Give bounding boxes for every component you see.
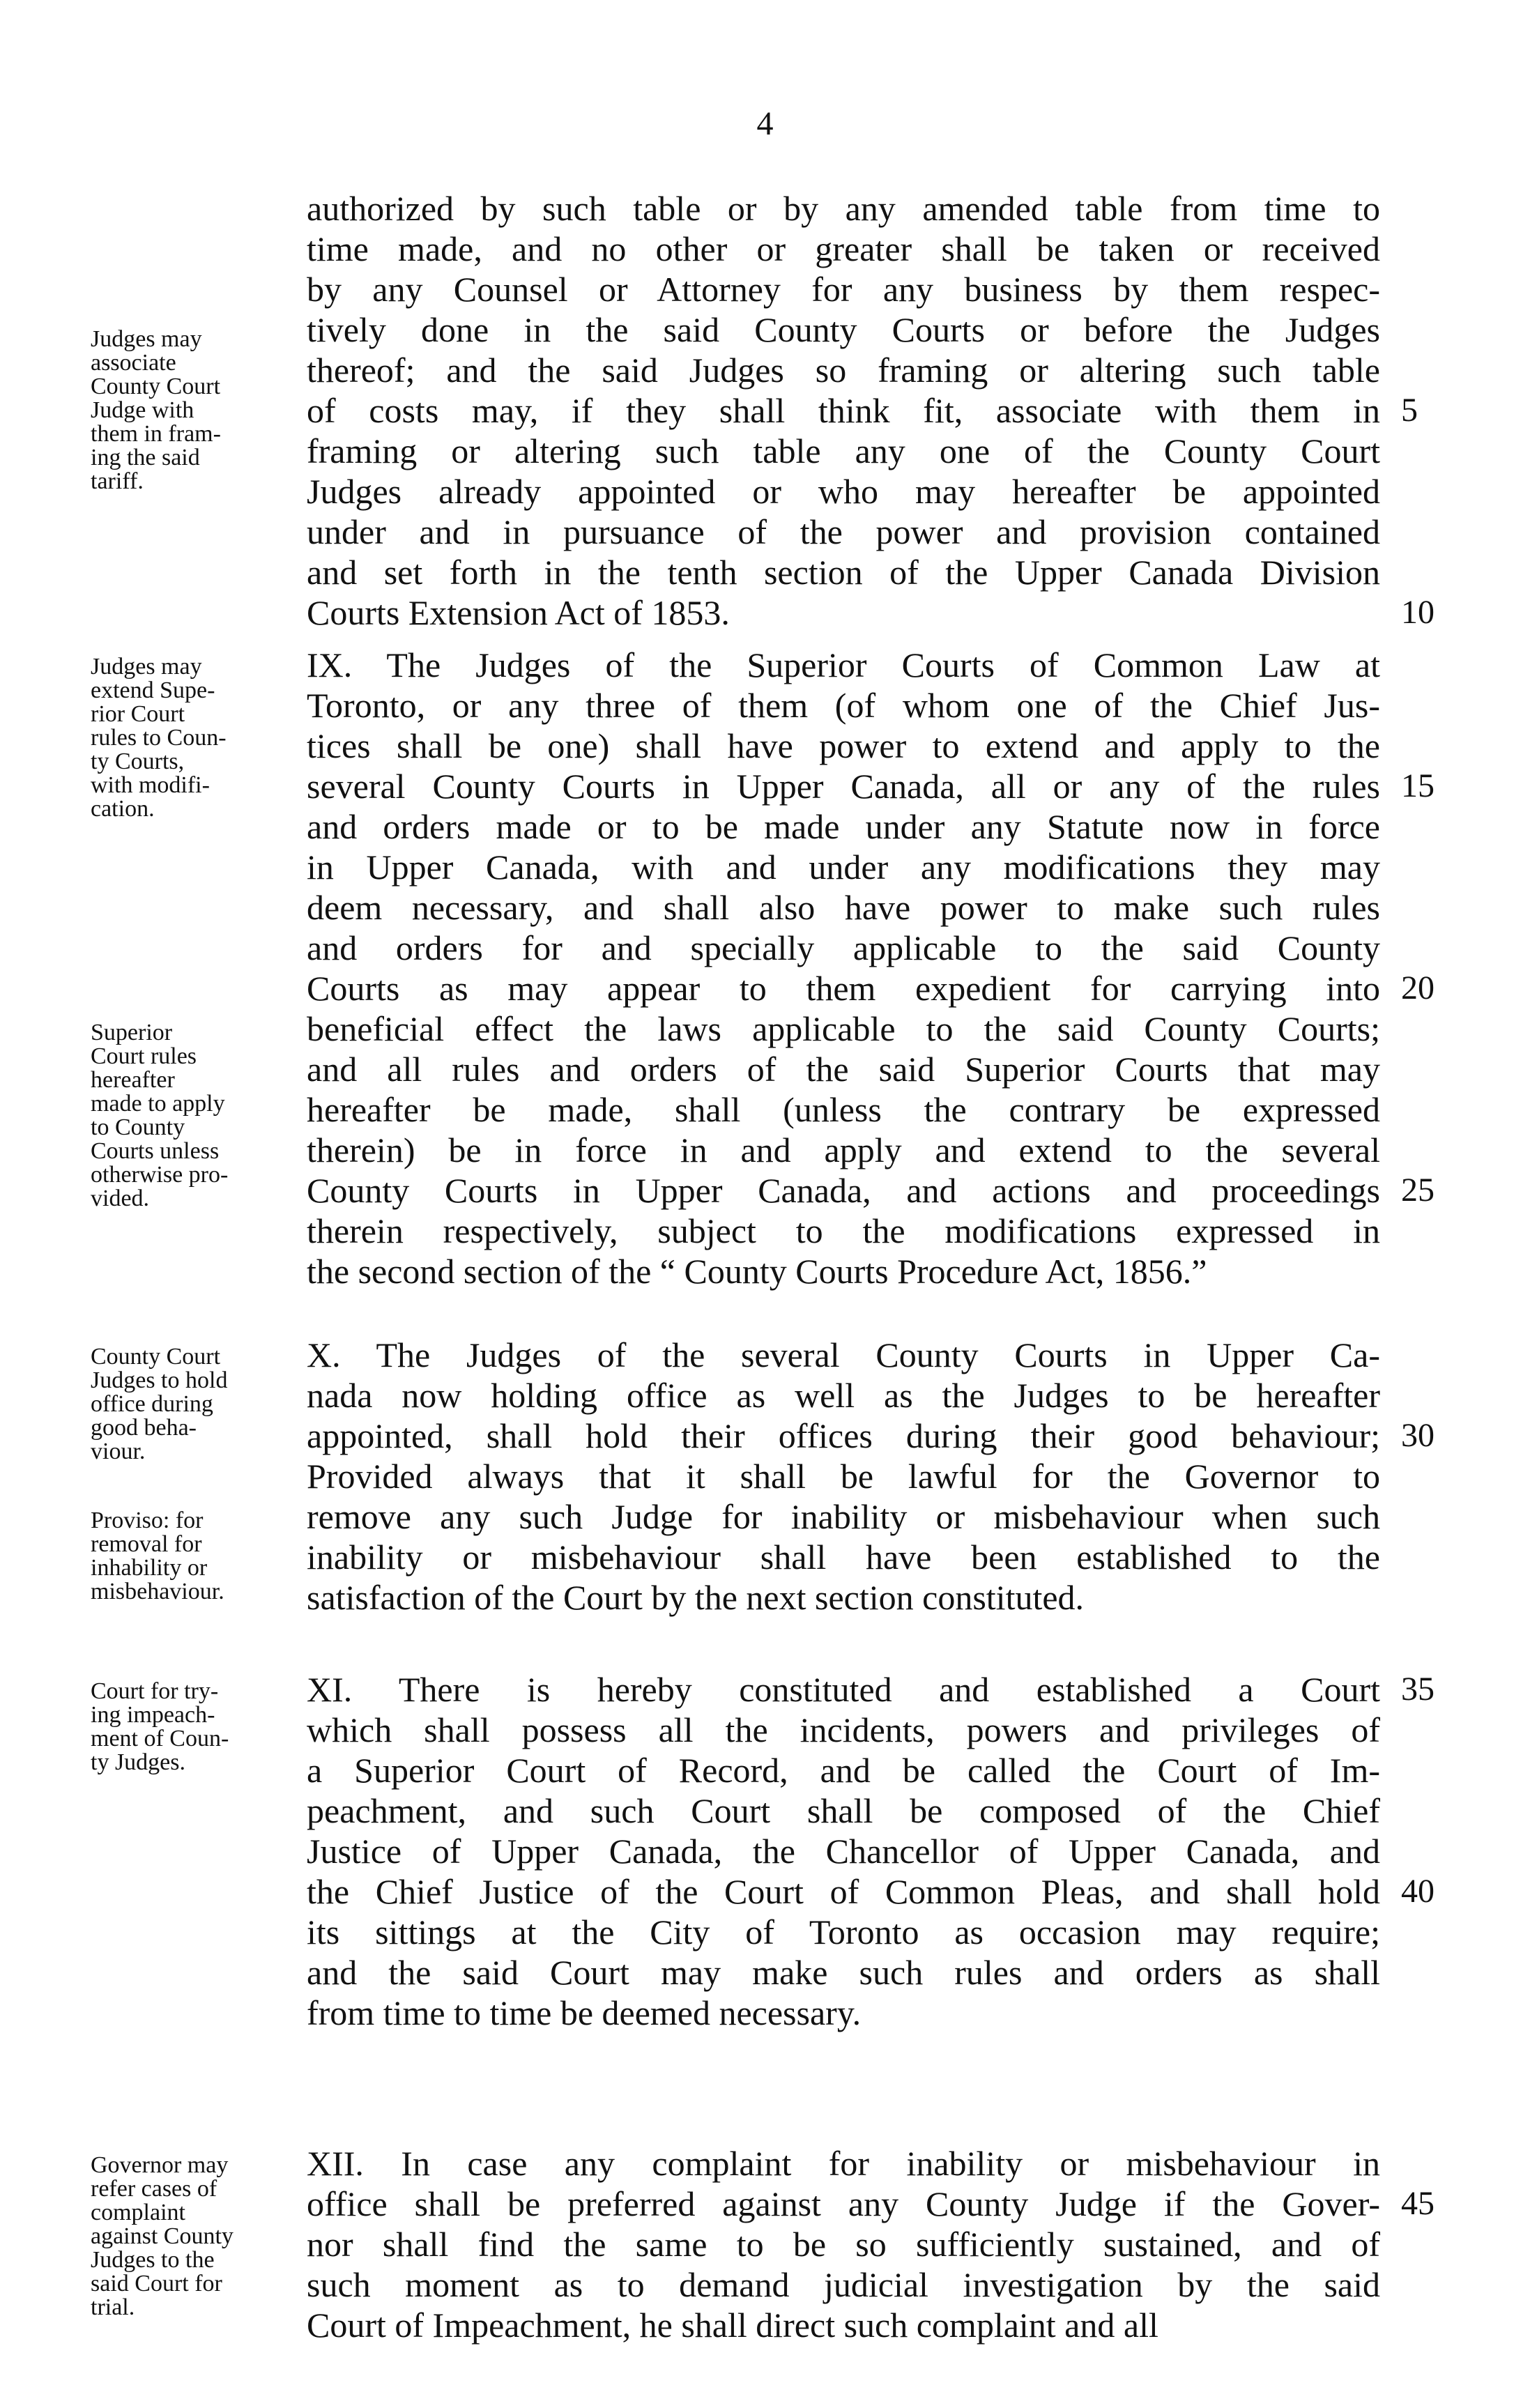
text-line: appointed, shall hold their offices during their good behaviour; [307, 1416, 1380, 1455]
margin-note-line: tariff. [91, 468, 144, 494]
margin-note-line: good beha- [91, 1415, 197, 1441]
text-line: and set forth in the tenth section of the Upper Canada Division [307, 553, 1380, 592]
margin-note-line: Court rules [91, 1043, 197, 1069]
margin-note-line: refer cases of [91, 2176, 217, 2202]
margin-note-line: County Court [91, 374, 221, 399]
body-text [307, 188, 1380, 633]
text-line: Courts as may appear to them expedient for carrying into [307, 969, 1380, 1008]
margin-note-line: Judges to the [91, 2247, 215, 2273]
text-line: satisfaction of the Court by the next section constituted. [307, 1578, 1085, 1617]
margin-note [91, 1345, 293, 1464]
margin-note-line: ty Judges. [91, 1749, 185, 1775]
text-line: in Upper Canada, with and under any modifications they may [307, 848, 1380, 887]
margin-note-line: Judges may [91, 654, 202, 680]
text-line: the Chief Justice of the Court of Common Pleas, and shall hold [307, 1872, 1380, 1911]
margin-note-line: Superior [91, 1020, 173, 1045]
text-line: nor shall find the same to be so sufficiently sustained, and of [307, 2225, 1380, 2264]
text-line: IX. The Judges of the Superior Courts of Common Law at [307, 645, 1380, 684]
body-text [307, 1669, 1380, 2033]
text-line: inability or misbehaviour shall have been established to the [307, 1537, 1380, 1577]
margin-note-line: Courts unless [91, 1138, 220, 1164]
text-line: therein) be in force in and apply and extend to the several [307, 1130, 1380, 1170]
text-line: tively done in the said County Courts or before the Judges [307, 310, 1380, 349]
margin-note-line: Judges to hold [91, 1367, 228, 1393]
page-number: 4 [756, 105, 774, 142]
margin-note-line: County Court [91, 1344, 221, 1370]
text-line: and orders for and specially applicable to the said County [307, 928, 1380, 967]
text-line: a Superior Court of Record, and be called the Court of Im- [307, 1751, 1380, 1790]
text-line: and all rules and orders of the said Superior Courts that may [307, 1050, 1380, 1089]
line-number: 45 [1401, 2185, 1435, 2222]
margin-note-line: ing the said [91, 445, 200, 470]
margin-note-line: to County [91, 1114, 185, 1140]
body-text [307, 2143, 1380, 2345]
margin-note-line: otherwise pro- [91, 1162, 229, 1188]
body-text [307, 645, 1380, 1291]
text-line: XII. In case any complaint for inability or misbehaviour in [307, 2144, 1380, 2183]
margin-note-line: extend Supe- [91, 677, 215, 703]
text-line: Provided always that it shall be lawful for the Governor to [307, 1457, 1380, 1496]
text-line: under and in pursuance of the power and provision contained [307, 512, 1380, 551]
text-line: by any Counsel or Attorney for any business by them respec- [307, 270, 1380, 309]
text-line: thereof; and the said Judges so framing or altering such table [307, 351, 1380, 390]
margin-note-line: Court for try- [91, 1678, 219, 1704]
text-line: several County Courts in Upper Canada, all or any of the rules [307, 767, 1380, 806]
text-line: remove any such Judge for inability or misbehaviour when such [307, 1497, 1380, 1536]
margin-note-line: ing impeach- [91, 1702, 215, 1728]
margin-note-line: with modifi- [91, 772, 210, 798]
text-line: and orders made or to be made under any Statute now in force [307, 807, 1380, 846]
margin-note-line: inhability or [91, 1555, 208, 1581]
text-line: such moment as to demand judicial investigation by the said [307, 2265, 1380, 2304]
margin-note-line: misbehaviour. [91, 1579, 224, 1604]
text-line: framing or altering such table any one of the County Court [307, 431, 1380, 470]
text-line: the second section of the “ County Courts Procedure Act, 1856.” [307, 1252, 1207, 1291]
line-number: 35 [1401, 1671, 1435, 1708]
margin-note-line: said Court for [91, 2271, 222, 2296]
line-number: 15 [1401, 767, 1435, 804]
margin-note-line: Proviso: for [91, 1508, 204, 1533]
margin-note-line: office during [91, 1391, 213, 1417]
margin-note-line: viour. [91, 1439, 146, 1464]
line-number: 5 [1401, 392, 1418, 429]
margin-note [91, 328, 293, 493]
margin-note-line: cation. [91, 796, 155, 822]
line-number: 40 [1401, 1873, 1435, 1910]
margin-note-line: removal for [91, 1531, 202, 1557]
body-text [307, 1335, 1380, 1618]
text-line: from time to time be deemed necessary. [307, 1993, 862, 2032]
text-line: hereafter be made, shall (unless the contrary be expressed [307, 1090, 1380, 1129]
text-line: which shall possess all the incidents, powers and privileges of [307, 1710, 1380, 1749]
text-line: therein respectively, subject to the modifications expressed in [307, 1211, 1380, 1250]
text-line: of costs may, if they shall think fit, associate with them in [307, 391, 1380, 430]
margin-note-line: Judges may [91, 326, 202, 352]
text-line: X. The Judges of the several County Courts in Upper Ca- [307, 1335, 1380, 1374]
margin-note-line: complaint [91, 2200, 185, 2225]
text-line: its sittings at the City of Toronto as occasion may require; [307, 1912, 1380, 1951]
line-number: 25 [1401, 1172, 1435, 1209]
text-line: Court of Impeachment, he shall direct such complaint and all [307, 2306, 1158, 2345]
text-line: Toronto, or any three of them (of whom one of the Chief Jus- [307, 686, 1380, 725]
margin-note-line: made to apply [91, 1091, 225, 1117]
margin-note [91, 655, 293, 821]
text-line: time made, and no other or greater shall be taken or received [307, 229, 1380, 268]
margin-note-line: ty Courts, [91, 749, 185, 774]
text-line: Courts Extension Act of 1853. [307, 593, 730, 632]
margin-note [91, 1680, 293, 1774]
text-line: and the said Court may make such rules and orders as shall [307, 1953, 1380, 1992]
text-line: XI. There is hereby constituted and established a Court [307, 1670, 1380, 1709]
text-line: tices shall be one) shall have power to extend and apply to the [307, 726, 1380, 765]
text-line: authorized by such table or by any amended table from time to [307, 189, 1380, 228]
text-line: nada now holding office as well as the Judges to be hereafter [307, 1376, 1380, 1415]
margin-note [91, 2154, 293, 2319]
margin-note [91, 1509, 293, 1604]
margin-note-line: hereafter [91, 1067, 175, 1093]
margin-note-line: rior Court [91, 701, 185, 727]
line-number: 20 [1401, 969, 1435, 1006]
margin-note-line: Judge with [91, 397, 194, 423]
text-line: peachment, and such Court shall be composed of the Chief [307, 1791, 1380, 1830]
margin-note-line: them in fram- [91, 421, 221, 447]
text-line: office shall be preferred against any County Judge if the Gover- [307, 2184, 1380, 2223]
margin-note-line: trial. [91, 2294, 135, 2320]
text-line: County Courts in Upper Canada, and actions and proceedings [307, 1171, 1380, 1210]
margin-note-line: against County [91, 2223, 234, 2249]
text-line: Justice of Upper Canada, the Chancellor of Upper Canada, and [307, 1832, 1380, 1871]
margin-note-line: Governor may [91, 2152, 229, 2178]
line-number: 10 [1401, 594, 1435, 631]
margin-note-line: associate [91, 350, 176, 376]
margin-note [91, 1021, 293, 1211]
text-line: beneficial effect the laws applicable to the said County Courts; [307, 1009, 1380, 1048]
line-number: 30 [1401, 1417, 1435, 1454]
text-line: Judges already appointed or who may hereafter be appointed [307, 472, 1380, 511]
margin-note-line: ment of Coun- [91, 1726, 229, 1751]
margin-note-line: rules to Coun- [91, 725, 227, 751]
margin-note-line: vided. [91, 1186, 150, 1211]
text-line: deem necessary, and shall also have power to make such rules [307, 888, 1380, 927]
